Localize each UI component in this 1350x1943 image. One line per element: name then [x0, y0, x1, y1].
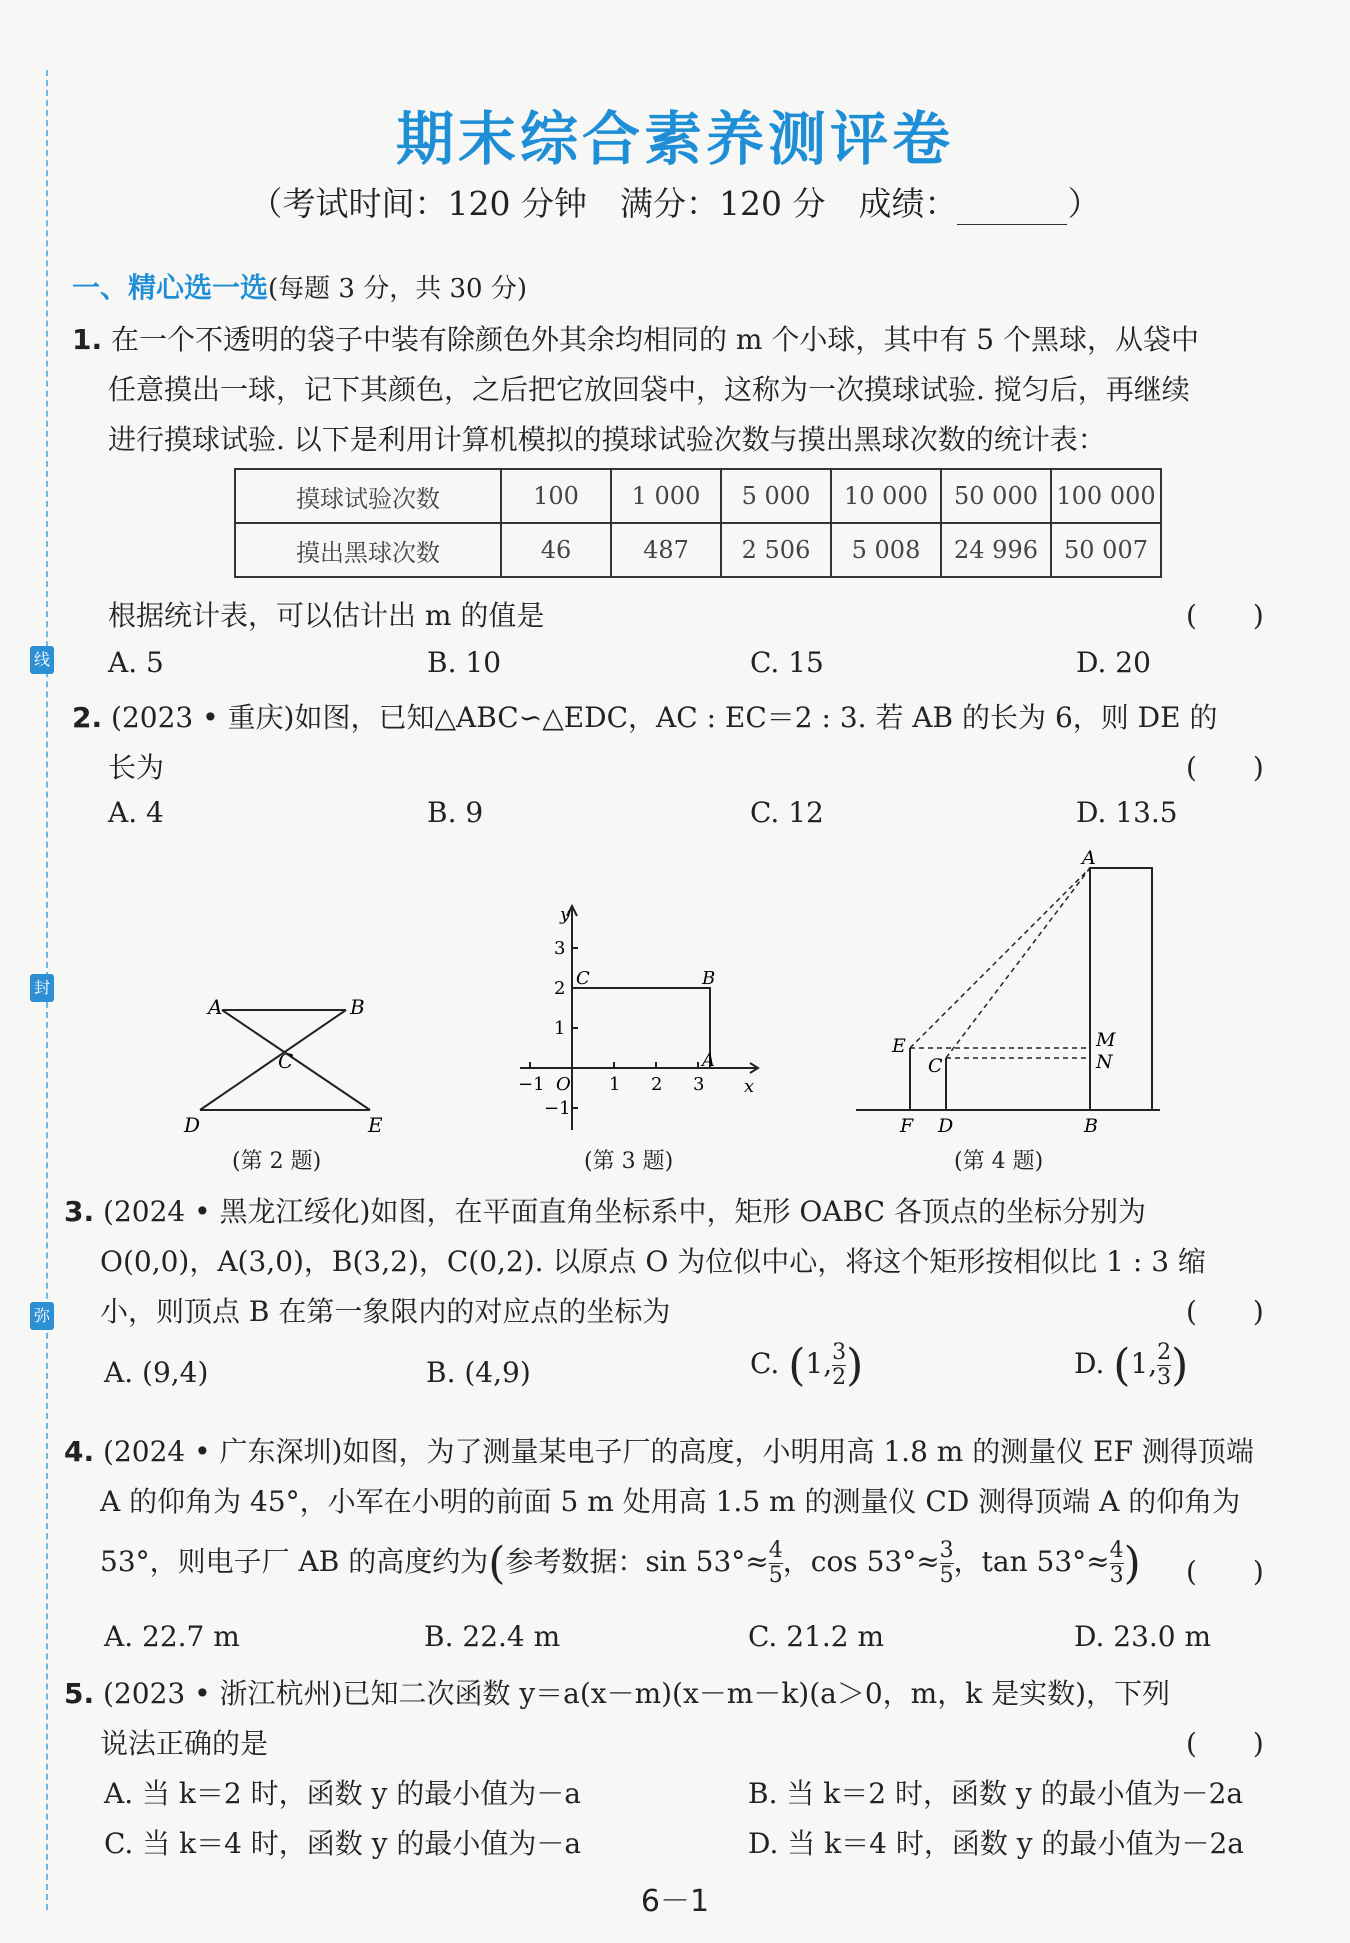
- q5-number: 5.: [64, 1677, 95, 1710]
- q3-option-c-label: C.: [750, 1347, 780, 1380]
- q2-line1: [72, 696, 1217, 736]
- q3-number: 3.: [64, 1195, 95, 1228]
- q3-text-1: (2024 • 黑龙江绥化)如图，在平面直角坐标系中，矩形 OABC 各顶点的坐标分别为: [103, 1195, 1146, 1228]
- fig4-label-f: F: [900, 1115, 914, 1137]
- q3-answer-paren: ( ): [1186, 1295, 1264, 1328]
- q1-option-c: C. 15: [750, 646, 824, 679]
- q4-text-1: (2024 • 广东深圳)如图，为了测量某电子厂的高度，小明用高 1.8 m 的测量仪 EF 测得顶端: [103, 1435, 1254, 1468]
- q4-text-3a: 53°，则电子厂 AB 的高度约为: [100, 1545, 489, 1578]
- exam-info-text: （考试时间：120 分钟 满分：120 分 成绩：: [249, 184, 958, 223]
- q4-option-d: D. 23.0 m: [1074, 1620, 1212, 1653]
- fig2-label-d: D: [184, 1113, 201, 1137]
- q3-line3: 小，则顶点 B 在第一象限内的对应点的坐标为: [100, 1295, 671, 1328]
- fig2-label-a: A: [208, 995, 223, 1019]
- fig3-label-c: C: [576, 968, 590, 989]
- table-cell: 5 000: [721, 469, 831, 523]
- fig3-label-b: B: [702, 968, 716, 989]
- q5-option-d: D. 当 k＝4 时，函数 y 的最小值为－2a: [748, 1827, 1244, 1860]
- q4-sin-fraction: [769, 1539, 783, 1588]
- fig3-xtick: −1: [518, 1074, 545, 1095]
- q5-option-b: B. 当 k＝2 时，函数 y 的最小值为－2a: [748, 1777, 1244, 1810]
- fig4-label-n: N: [1096, 1051, 1113, 1073]
- fig4-label-e: E: [892, 1035, 906, 1057]
- fig3-axis-x: x: [744, 1076, 755, 1097]
- q1-answer-paren: ( ): [1186, 599, 1264, 632]
- exam-info: [0, 178, 1350, 225]
- fig2-label-c: C: [278, 1049, 294, 1073]
- q3-line1: [64, 1190, 1146, 1230]
- q2-line2: 长为: [108, 751, 165, 784]
- q1-option-d: D. 20: [1076, 646, 1151, 679]
- q4-answer-paren: ( ): [1186, 1555, 1264, 1588]
- margin-tag-mi: 弥: [30, 1302, 54, 1330]
- q3-option-c-fraction: [832, 1341, 846, 1390]
- q3-option-d-fraction: [1157, 1341, 1171, 1390]
- fig3-xtick: 3: [693, 1074, 705, 1095]
- table-cell: 摸出黑球次数: [235, 523, 501, 577]
- table-cell: 24 996: [941, 523, 1051, 577]
- q2-text-1: (2023 • 重庆)如图，已知△ABC∽△EDC，AC : EC＝2 : 3. 若 AB 的长为 6，则 DE 的: [111, 701, 1218, 734]
- figure-4-diagram: [850, 848, 1170, 1138]
- q4-tan-fraction: [1110, 1539, 1124, 1588]
- fig3-label-o: O: [556, 1074, 571, 1095]
- fraction-numerator: 3: [939, 1538, 954, 1563]
- q4-option-c: C. 21.2 m: [748, 1620, 885, 1653]
- fig4-label-d: D: [938, 1115, 954, 1137]
- q5-option-a: A. 当 k＝2 时，函数 y 的最小值为－a: [104, 1777, 581, 1810]
- table-cell: 46: [501, 523, 611, 577]
- q2-option-c: C. 12: [750, 796, 824, 829]
- q4-line3: 53°，则电子厂 AB 的高度约为(参考数据：sin 53°≈ $\frac{4}{5}$ ，cos 53°≈ $\frac{3}{5}$ ，tan 53°≈ $\frac{4}{3}$ ): [100, 1538, 1141, 1589]
- fig2-label-e: E: [368, 1113, 383, 1137]
- q4-number: 4.: [64, 1435, 95, 1468]
- section-title: 一、精心选一选: [72, 271, 269, 304]
- q2-option-d: D. 13.5: [1076, 796, 1178, 829]
- figure-2-caption: (第 2 题): [232, 1149, 322, 1174]
- fig3-ytick: 1: [554, 1018, 566, 1039]
- q5-option-c: C. 当 k＝4 时，函数 y 的最小值为－a: [104, 1827, 582, 1860]
- fraction-numerator: 4: [1109, 1538, 1124, 1563]
- q4-cos-fraction: [940, 1539, 954, 1588]
- q5-text-1: (2023 • 浙江杭州)已知二次函数 y＝a(x－m)(x－m－k)(a＞0，m，k 是实数)，下列: [103, 1677, 1170, 1710]
- table-cell: 100: [501, 469, 611, 523]
- fraction-denominator: 3: [1109, 1563, 1124, 1588]
- q2-answer-paren: ( ): [1186, 751, 1264, 784]
- margin-tag-feng: 封: [30, 974, 54, 1002]
- q1-line1: [72, 318, 1199, 358]
- table-cell: 2 506: [721, 523, 831, 577]
- margin-tag-xian: 线: [30, 646, 54, 674]
- fig2-label-b: B: [350, 995, 365, 1019]
- q3-option-d: D. (1, $\frac{2}{3}$ ): [1074, 1340, 1189, 1391]
- q1-option-b: B. 10: [427, 646, 502, 679]
- table-row: [235, 523, 1161, 577]
- q1-question: 根据统计表，可以估计出 m 的值是: [108, 599, 545, 632]
- fig4-label-b: B: [1084, 1115, 1098, 1137]
- table-row: [235, 469, 1161, 523]
- page-number: 6－1: [640, 1884, 710, 1919]
- fraction-numerator: 3: [832, 1340, 847, 1365]
- table-cell: 1 000: [611, 469, 721, 523]
- q4-ref-sin: 参考数据：sin 53°≈: [505, 1545, 769, 1578]
- figure-4-caption: (第 4 题): [954, 1149, 1044, 1174]
- q4-line2: A 的仰角为 45°，小军在小明的前面 5 m 处用高 1.5 m 的测量仪 CD 测得顶端 A 的仰角为: [100, 1485, 1241, 1518]
- fraction-numerator: 2: [1157, 1340, 1172, 1365]
- q5-line2: 说法正确的是: [100, 1727, 269, 1760]
- fraction-denominator: 5: [768, 1563, 783, 1588]
- fig3-axis-y: y: [560, 904, 571, 925]
- fig4-label-a: A: [1082, 848, 1096, 869]
- fraction-denominator: 3: [1157, 1365, 1172, 1390]
- q2-option-b: B. 9: [427, 796, 484, 829]
- fig3-xtick: 1: [609, 1074, 621, 1095]
- table-cell: 487: [611, 523, 721, 577]
- fig3-label-a: A: [702, 1050, 715, 1071]
- q1-text-1: 在一个不透明的袋子中装有除颜色外其余均相同的 m 个小球，其中有 5 个黑球，从袋中: [111, 323, 1200, 356]
- section-note: (每题 3 分，共 30 分): [268, 274, 527, 304]
- q4-option-b: B. 22.4 m: [424, 1620, 561, 1653]
- q4-ref-cos: ，cos 53°≈: [782, 1545, 940, 1578]
- q3-option-d-label: D.: [1074, 1347, 1105, 1380]
- q4-ref-tan: ，tan 53°≈: [953, 1545, 1110, 1578]
- table-cell: 100 000: [1051, 469, 1161, 523]
- q1-number: 1.: [72, 323, 103, 356]
- q2-option-a: A. 4: [108, 796, 164, 829]
- fig4-label-m: M: [1096, 1029, 1116, 1051]
- q1-line3: 进行摸球试验. 以下是利用计算机模拟的摸球试验次数与摸出黑球次数的统计表：: [108, 423, 1106, 456]
- fraction-denominator: 5: [939, 1563, 954, 1588]
- table-cell: 5 008: [831, 523, 941, 577]
- figure-2-diagram: [180, 990, 400, 1140]
- q4-line1: [64, 1430, 1254, 1470]
- q1-option-a: A. 5: [108, 646, 164, 679]
- q3-option-b: B. (4,9): [426, 1356, 531, 1389]
- fig3-ytick: −1: [544, 1098, 571, 1119]
- table-cell: 摸球试验次数: [235, 469, 501, 523]
- fig3-ytick: 2: [554, 978, 566, 999]
- q3-option-a: A. (9,4): [104, 1356, 209, 1389]
- fig4-label-c: C: [928, 1055, 943, 1077]
- section-heading: [72, 266, 527, 306]
- q3-line2: O(0,0)，A(3,0)，B(3,2)，C(0,2). 以原点 O 为位似中心，将这个矩形按相似比 1 : 3 缩: [100, 1245, 1206, 1278]
- table-cell: 50 007: [1051, 523, 1161, 577]
- q1-line2: 任意摸出一球，记下其颜色，之后把它放回袋中，这称为一次摸球试验. 搅匀后，再继续: [108, 373, 1190, 406]
- exam-info-close: ）: [1067, 184, 1101, 223]
- q5-answer-paren: ( ): [1186, 1727, 1264, 1760]
- fig3-ytick: 3: [554, 938, 566, 959]
- q5-line1: [64, 1672, 1170, 1712]
- table-cell: 10 000: [831, 469, 941, 523]
- figure-3-caption: (第 3 题): [584, 1149, 674, 1174]
- q2-number: 2.: [72, 701, 103, 734]
- q1-stat-table: [234, 468, 1162, 578]
- q4-option-a: A. 22.7 m: [104, 1620, 240, 1653]
- fraction-numerator: 4: [768, 1538, 783, 1563]
- q3-option-c: C. (1, $\frac{3}{2}$ ): [750, 1340, 864, 1391]
- score-blank: [957, 196, 1067, 225]
- figure-3-coordinate-plane: [510, 900, 770, 1140]
- fraction-denominator: 2: [832, 1365, 847, 1390]
- page-title: 期末综合素养测评卷: [395, 105, 954, 173]
- table-cell: 50 000: [941, 469, 1051, 523]
- fig3-xtick: 2: [651, 1074, 663, 1095]
